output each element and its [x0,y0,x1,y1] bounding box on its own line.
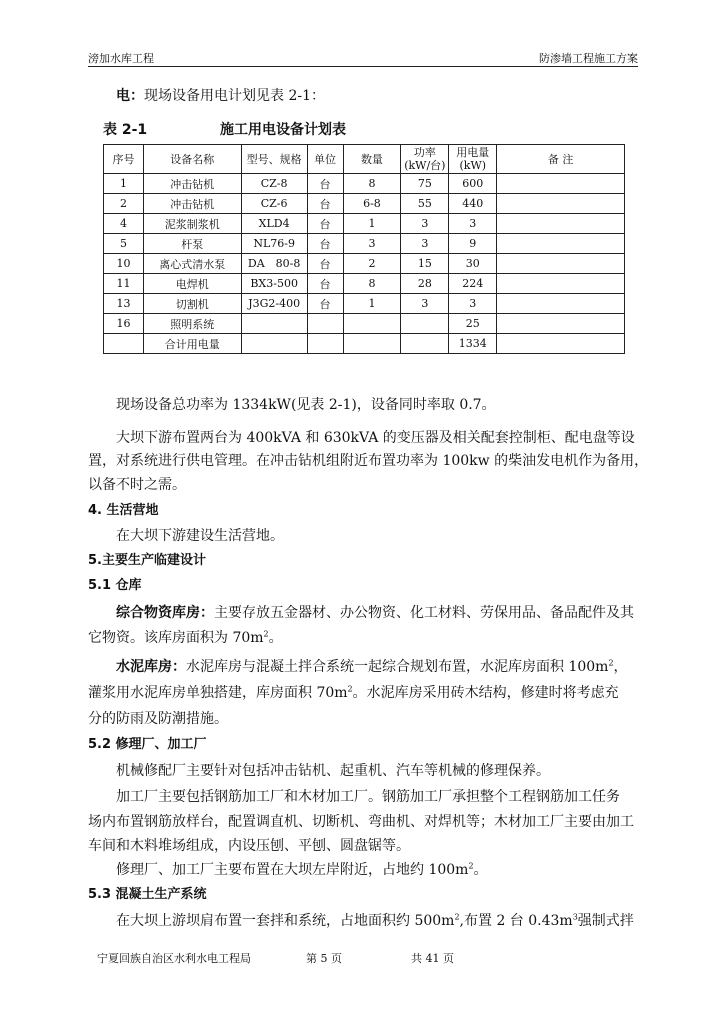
table-cell [497,194,625,214]
footer-total-pages: 共 41 页 [411,952,454,965]
table-cell: 电焊机 [143,274,241,294]
table-cell: 10 [104,254,144,274]
table-caption [103,119,346,139]
table-number: 表 2-1 [103,122,148,138]
heading-concrete-system: 5.3 混凝土生产系统 [88,887,207,902]
table-cell: 台 [307,214,343,234]
table-cell: DA 80-8 [241,254,307,274]
table-cell: 泥浆制浆机 [143,214,241,234]
table-cell [401,334,449,354]
table-cell: 4 [104,214,144,234]
table-cell: 3 [343,234,401,254]
header-document-title: 防渗墙工程施工方案 [539,52,638,65]
footer-organization: 宁夏回族自治区水利水电工程局 [97,952,251,965]
table-cell: 照明系统 [143,314,241,334]
table-cell: 台 [307,294,343,314]
table-header-cell: 用电量 (kW) [449,145,497,174]
table-cell: 3 [449,214,497,234]
table-cell: 3 [401,214,449,234]
paragraph-total-power: 现场设备总功率为 1334kW(见表 2-1)，设备同时率取 0.7。 [116,397,496,413]
heading-living-camp: 4. 生活营地 [88,503,159,518]
paragraph-processing-2: 场内布置钢筋放样台，配置调直机、切断机、弯曲机、对焊机等；木材加工厂主要由加工 [88,814,634,830]
table-cell [497,334,625,354]
table-cell [104,334,144,354]
table-cell: 55 [401,194,449,214]
table-cell: 1334 [449,334,497,354]
table-cell: 台 [307,254,343,274]
table-cell: 1 [343,294,401,314]
table-row [104,234,625,254]
equipment-power-table [103,144,625,354]
table-title: 施工用电设备计划表 [220,122,346,138]
table-cell: 440 [449,194,497,214]
table-header-cell: 功率 (kW/台) [401,145,449,174]
table-cell [307,334,343,354]
table-cell: 8 [343,274,401,294]
header-project-name: 滂加水库工程 [88,52,154,65]
table-cell: 25 [449,314,497,334]
heading-repair-shop: 5.2 修理厂、加工厂 [88,737,207,752]
intro-line [88,86,676,106]
table-cell [497,214,625,234]
page-header [88,50,638,67]
table-row [104,214,625,234]
table-header-cell: 数量 [343,145,401,174]
table-cell: 28 [401,274,449,294]
table-cell: 13 [104,294,144,314]
table-cell: XLD4 [241,214,307,234]
table-body [104,174,625,354]
table-cell: 台 [307,274,343,294]
table-cell: 冲击钻机 [143,194,241,214]
table-header-row [104,145,625,174]
paragraph-processing-1: 加工厂主要包括钢筋加工厂和木材加工厂。钢筋加工厂承担整个工程钢筋加工任务 [116,789,620,805]
table-row [104,254,625,274]
paragraph-repair-shop: 机械修配厂主要针对包括冲击钻机、起重机、汽车等机械的修理保养。 [116,763,550,779]
table-header-cell: 单位 [307,145,343,174]
table-cell: 3 [449,294,497,314]
table-row [104,274,625,294]
table-cell [497,314,625,334]
table-row [104,174,625,194]
table-cell: 冲击钻机 [143,174,241,194]
table-cell: NL76-9 [241,234,307,254]
table-cell: 台 [307,194,343,214]
table-cell: 600 [449,174,497,194]
table-cell: BX3-500 [241,274,307,294]
table-cell: 30 [449,254,497,274]
table-cell: 1 [104,174,144,194]
table-cell [497,254,625,274]
table-cell: 3 [401,294,449,314]
table-cell: 9 [449,234,497,254]
table-cell: 6-8 [343,194,401,214]
intro-text: 现场设备用电计划见表 2-1： [144,88,325,104]
table-cell: 11 [104,274,144,294]
table-cell: 5 [104,234,144,254]
heading-temporary-facilities: 5.主要生产临建设计 [88,553,206,568]
table-header-cell: 备 注 [497,145,625,174]
table-cell [497,274,625,294]
cement-warehouse-label: 水泥库房： [116,659,186,675]
table-cell: CZ-8 [241,174,307,194]
table-cell: 15 [401,254,449,274]
general-warehouse-label: 综合物资库房： [116,605,214,621]
table-cell: 杆泵 [143,234,241,254]
intro-label: 电： [116,88,144,104]
paragraph-transformer-2: 置，对系统进行供电管理。在冲击钻机组附近布置功率为 100kw 的柴油发电机作为备用， [88,453,649,469]
table-cell [241,314,307,334]
table-cell [497,294,625,314]
paragraph-cement-warehouse-2: 灌浆用水泥库房单独搭建，库房面积 $70m^2$。水泥库房采用砖木结构，修建时将考虑充 [88,684,619,701]
table-cell: 2 [104,194,144,214]
table-cell: CZ-6 [241,194,307,214]
table-cell: 75 [401,174,449,194]
table-cell: 16 [104,314,144,334]
table-cell [401,314,449,334]
table-cell [307,314,343,334]
table-cell: 224 [449,274,497,294]
paragraph-concrete-system: 在大坝上游坝肩布置一套拌和系统，占地面积约 $500m^2$,布置 2 台 $0.43m^3$强制式拌 [116,912,634,929]
paragraph-general-warehouse-2: 它物资。该库房面积为 $70m^2$。 [88,629,283,646]
paragraph-repair-location: 修理厂、加工厂主要布置在大坝左岸附近，占地约 $100m^2$。 [116,861,488,878]
paragraph-transformer-1: 大坝下游布置两台为 400kVA 和 630kVA 的变压器及相关配套控制柜、配电盘等设 [116,430,635,446]
table-header-cell: 型号、规格 [241,145,307,174]
table-cell: 3 [401,234,449,254]
table-header-cell: 序号 [104,145,144,174]
footer-page-number: 第 5 页 [306,952,342,965]
heading-warehouse: 5.1 仓库 [88,578,142,593]
table-cell [343,334,401,354]
table-cell [343,314,401,334]
table-cell: 合计用电量 [143,334,241,354]
paragraph-transformer-3: 以备不时之需。 [88,477,186,493]
table-cell [497,174,625,194]
table-row [104,314,625,334]
paragraph-living-camp: 在大坝下游建设生活营地。 [116,528,284,544]
paragraph-processing-3: 车间和木料堆场组成，内设压刨、平刨、圆盘锯等。 [88,838,410,854]
table-cell: 1 [343,214,401,234]
table-cell: 台 [307,174,343,194]
table-cell: 离心式清水泵 [143,254,241,274]
table-cell: 8 [343,174,401,194]
table-row [104,334,625,354]
table-cell: 2 [343,254,401,274]
table-header-cell: 设备名称 [143,145,241,174]
paragraph-cement-warehouse-3: 分的防雨及防潮措施。 [88,711,228,727]
table-cell [241,334,307,354]
table-cell: 台 [307,234,343,254]
paragraph-cement-warehouse-1: 水泥库房：水泥库房与混凝土拌合系统一起综合规划布置，水泥库房面积 $100m^2$， [116,658,628,675]
table-cell: 切割机 [143,294,241,314]
table-row [104,194,625,214]
paragraph-general-warehouse-1: 综合物资库房：主要存放五金器材、办公物资、化工材料、劳保用品、备品配件及其 [116,605,634,621]
table-cell [497,234,625,254]
table-row [104,294,625,314]
table-cell: J3G2-400 [241,294,307,314]
